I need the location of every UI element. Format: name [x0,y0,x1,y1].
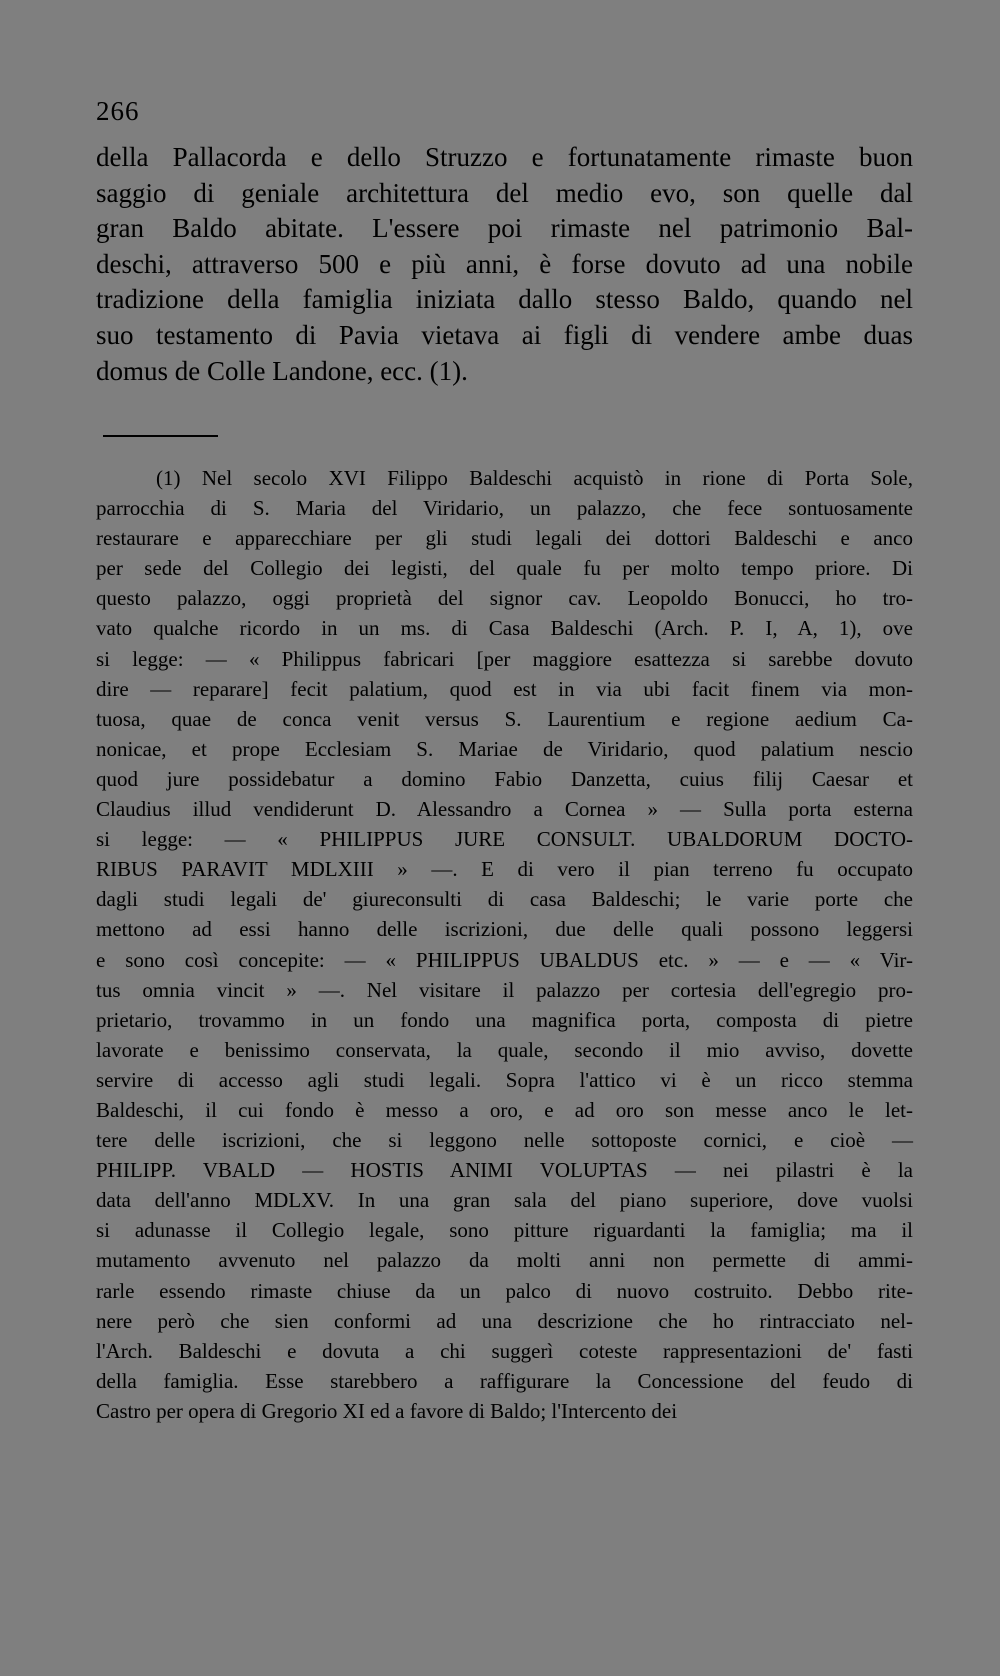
footnote-line: vato qualche ricordo in un ms. di Casa Baldeschi (Arch. P. I, A, 1), ove [96,616,913,641]
footnote-line: lavorate e benissimo conservata, la quale, secondo il mio avviso, dovette [96,1037,913,1062]
footnote-line: rarle essendo rimaste chiuse da un palco di nuovo costruito. Debbo rite- [96,1278,913,1303]
footnote-separator [103,435,218,437]
footnote-line: restaurare e apparecchiare per gli studi legali dei dottori Baldeschi e anco [96,526,913,551]
footnote-line: si legge: — « PHILIPPUS JURE CONSULT. UBALDORUM DOCTO- [96,827,913,852]
footnote-line: RIBUS PARAVIT MDLXIII » —. E di vero il pian terreno fu occupato [96,857,913,882]
footnote-line: tuosa, quae de conca venit versus S. Laurentium e regione aedium Ca- [96,706,913,731]
main-text [96,140,913,389]
footnote-line: dagli studi legali de' giureconsulti di casa Baldeschi; le varie porte che [96,887,913,912]
footnote-line: Baldeschi, il cui fondo è messo a oro, e ad oro son messe anco le let- [96,1097,913,1122]
footnote-line: l'Arch. Baldeschi e dovuta a chi suggerì coteste rappresentazioni de' fasti [96,1338,913,1363]
footnote-line: nonicae, et prope Ecclesiam S. Mariae de Viridario, quod palatium nescio [96,736,913,761]
footnote-line: mutamento avvenuto nel palazzo da molti anni non permette di ammi- [96,1248,913,1273]
footnote-line: tus omnia vincit » —. Nel visitare il palazzo per cortesia dell'egregio pro- [96,977,913,1002]
footnote-line: questo palazzo, oggi proprietà del signor cav. Leopoldo Bonucci, ho tro- [96,586,913,611]
footnote-line: si legge: — « Philippus fabricari [per maggiore esattezza si sarebbe dovuto [96,646,913,671]
footnote-line: per sede del Collegio dei legisti, del quale fu per molto tempo priore. Di [96,556,913,581]
footnote-line: si adunasse il Collegio legale, sono pitture riguardanti la famiglia; ma il [96,1218,913,1243]
footnote-line: quod jure possidebatur a domino Fabio Danzetta, cuius filij Caesar et [96,766,913,791]
footnote-line: dire — reparare] fecit palatium, quod est in via ubi facit finem via mon- [96,676,913,701]
footnote-line: mettono ad essi hanno delle iscrizioni, due delle quali possono leggersi [96,917,913,942]
footnote-line: PHILIPP. VBALD — HOSTIS ANIMI VOLUPTAS — nei pilastri è la [96,1158,913,1183]
footnote-line: della famiglia. Esse starebbero a raffigurare la Concessione del feudo di [96,1368,913,1393]
text-line: saggio di geniale architettura del medio evo, son quelle dal [96,177,913,208]
footnote [96,463,913,1426]
footnote-line: data dell'anno MDLXV. In una gran sala del piano superiore, dove vuolsi [96,1188,913,1213]
text-line: deschi, attraverso 500 e più anni, è forse dovuto ad una nobile [96,248,913,279]
text-line: tradizione della famiglia iniziata dallo stesso Baldo, quando nel [96,284,913,315]
footnote-line: servire di accesso agli studi legali. Sopra l'attico vi è un ricco stemma [96,1067,913,1092]
text-line: domus de Colle Landone, ecc. (1). [96,355,468,386]
footnote-line: tere delle iscrizioni, che si leggono nelle sottoposte cornici, e cioè — [96,1128,913,1153]
footnote-line: parrocchia di S. Maria del Viridario, un palazzo, che fece sontuosamente [96,496,913,521]
footnote-line: nere però che sien conformi ad una descrizione che ho rintracciato nel- [96,1308,913,1333]
footnote-line: prietario, trovammo in un fondo una magnifica porta, composta di pietre [96,1007,913,1032]
footnote-line: Castro per opera di Gregorio XI ed a favore di Baldo; l'Intercento dei [96,1398,678,1423]
footnote-line: Claudius illud vendiderunt D. Alessandro a Cornea » — Sulla porta esterna [96,797,913,822]
page-number: 266 [96,96,140,126]
footnote-line: e sono così concepite: — « PHILIPPUS UBALDUS etc. » — e — « Vir- [96,947,913,972]
text-line: gran Baldo abitate. L'essere poi rimaste nel patrimonio Bal- [96,213,913,244]
text-line: suo testamento di Pavia vietava ai figli di vendere ambe duas [96,319,913,350]
footnote-line: (1) Nel secolo XVI Filippo Baldeschi acquistò in rione di Porta Sole, [156,466,913,490]
text-line: della Pallacorda e dello Struzzo e fortunatamente rimaste buon [96,142,913,172]
